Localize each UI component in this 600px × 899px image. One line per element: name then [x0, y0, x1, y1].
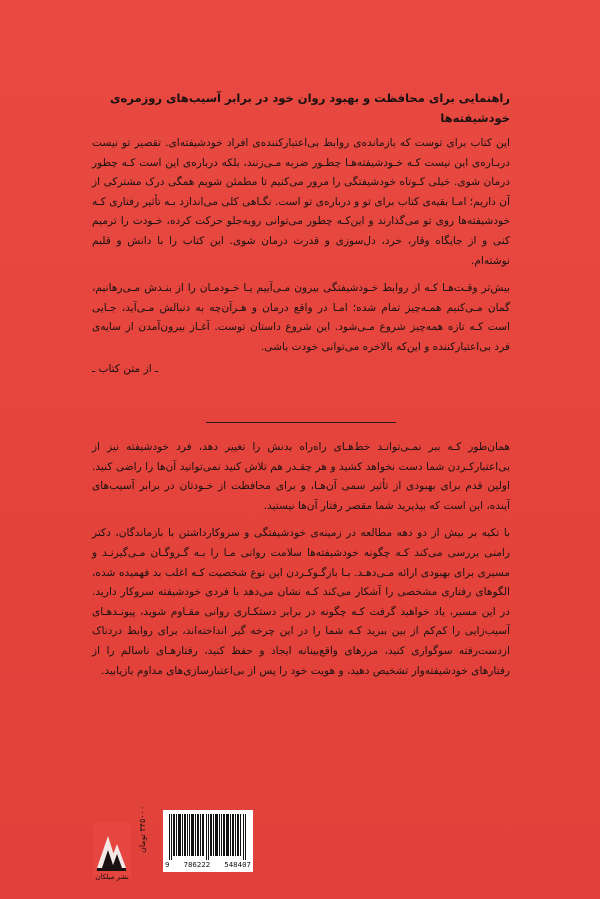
publisher-name: نشر میلکان — [95, 873, 129, 881]
book-excerpt-attribution: ـ از متن کتاب ـ — [92, 362, 159, 375]
blurb-paragraph-1: این کتاب برای توست که بازمانده‌ی روابط بی‌اعتبارکننده‌ی افراد خودشیفته‌ای. تقصیر تو نیست دربـاره‌ی این نیست کـه خـودشیفته‌هـا چطـور ضربه مـی‌زنند، بلکه درباره‌ی این است کـه چطور درمان شوی. خیلی کـوتاه خودشیفتگی را مرور می‌کنیم تا مطمئن شویم همگی درک مشترکی از آن داریم؛ امـا بقیه‌ی کتاب برای تو و درباره‌ی تو است. نگـاهی کلی می‌اندازد بـه تأثیر رفتاری کـه خودشیفته‌ها روی تو می‌گذارند و این‌کـه چطور می‌توانی روبه‌جلو حرکت کرده، خـودت را ترمیم کنی و از جایگاه وقار، خرد، دل‌سوزی و قدرت درمان شوی. این کتاب را با دانش و قلبم نوشته‌ام. — [92, 137, 510, 267]
publisher-logo-icon — [93, 822, 131, 878]
blurb-title: راهنمایی برای محافظت و بهبود روان خود در برابر آسیب‌های روزمره‌ی خودشیفته‌ها — [110, 91, 510, 125]
blurb-paragraph-3: همان‌طور کـه ببر نمـی‌توانـد خط‌هـای راه‌راه بدنش را تغییر دهد، فرد خودشیفته نیز از بی‌اعتبارکـردن شما دست نخواهد کشید و هر چقـدر هم تلاش کنید نمی‌توانید آن‌ها را راضی کنید. اولین قدم برای بهبودی از تأثیر سمی آن‌هـا، و برای محافظت از خـودتان در برابر آسیب‌های آینده، این است که بپذیرید شما مقصر رفتار آن‌ها نیستید. — [92, 441, 510, 512]
section-divider — [206, 422, 396, 423]
isbn-group-1: 786222 — [183, 860, 211, 869]
blurb-paragraph-4: با تکیه بر بیش از دو دهه مطالعه در زمینه‌ی خودشیفتگی و سروکارداشتن با بازماندگان، دکتر رامنی بررسی می‌کند کـه چگونه خودشیفته‌ها سلامت روانی مـا را بـه گـروگـان مـی‌گیرنـد و مسیری برای بهبودی ارائه مـی‌دهـد. بـا بازگـوکـردن این نوع شخصیت کـه اغلب بد فهمیده شده، الگوهای رفتاری مشخصی را آشکار می‌کند کـه نشان می‌دهد با فردی خودشیفته سروکار دارید. در این مسیر، یاد خواهید گرفت کـه چگونه در برابر دستکـاری روانی مقـاوم شوید، پیونـدهـای آسیب‌زایی را کم‌کم از بین ببرید کـه شما را در این چرخه گیر انداخته‌اند، برای روابط دردناک ازدست‌رفته سوگواری کنید، مرزهای واقع‌بینانه ایجاد و حفظ کنید، رفتارهـای ناسالم را از رفتارهای خودشیفته‌وار تشخیص دهید، و هویت خود را پس از بی‌اعتبارسازی‌های مداوم بازیابید. — [92, 527, 510, 677]
barcode-bars — [169, 814, 247, 860]
isbn-barcode — [163, 810, 253, 872]
price-label: ۳۴۵۰۰۰ تومان — [138, 806, 147, 854]
back-cover-upper-text — [92, 88, 510, 378]
isbn-digits — [163, 860, 253, 872]
back-cover-lower-text — [92, 438, 510, 689]
isbn-group-2: 548407 — [224, 860, 251, 869]
isbn-lead-digit: 9 — [165, 860, 170, 869]
blurb-paragraph-2: بیش‌تر وقـت‌هـا کـه از روابط خـودشیفتگی بیرون مـی‌آییم یـا خـودمـان را از بنـدش مـی‌رهانیم، گمان مـی‌کنیم همـه‌چیز تمام شده؛ امـا در واقع درمان و هـرآن‌چه به دنبالش مـی‌آید، جـایی است کـه تازه همه‌چیز شروع مـی‌شود. این شروع داستان توست. آغـاز بیرون‌آمدن از سایه‌ی فرد بی‌اعتبارکننده و این‌که بالاخره می‌توانی خودت باشی. — [92, 282, 510, 353]
